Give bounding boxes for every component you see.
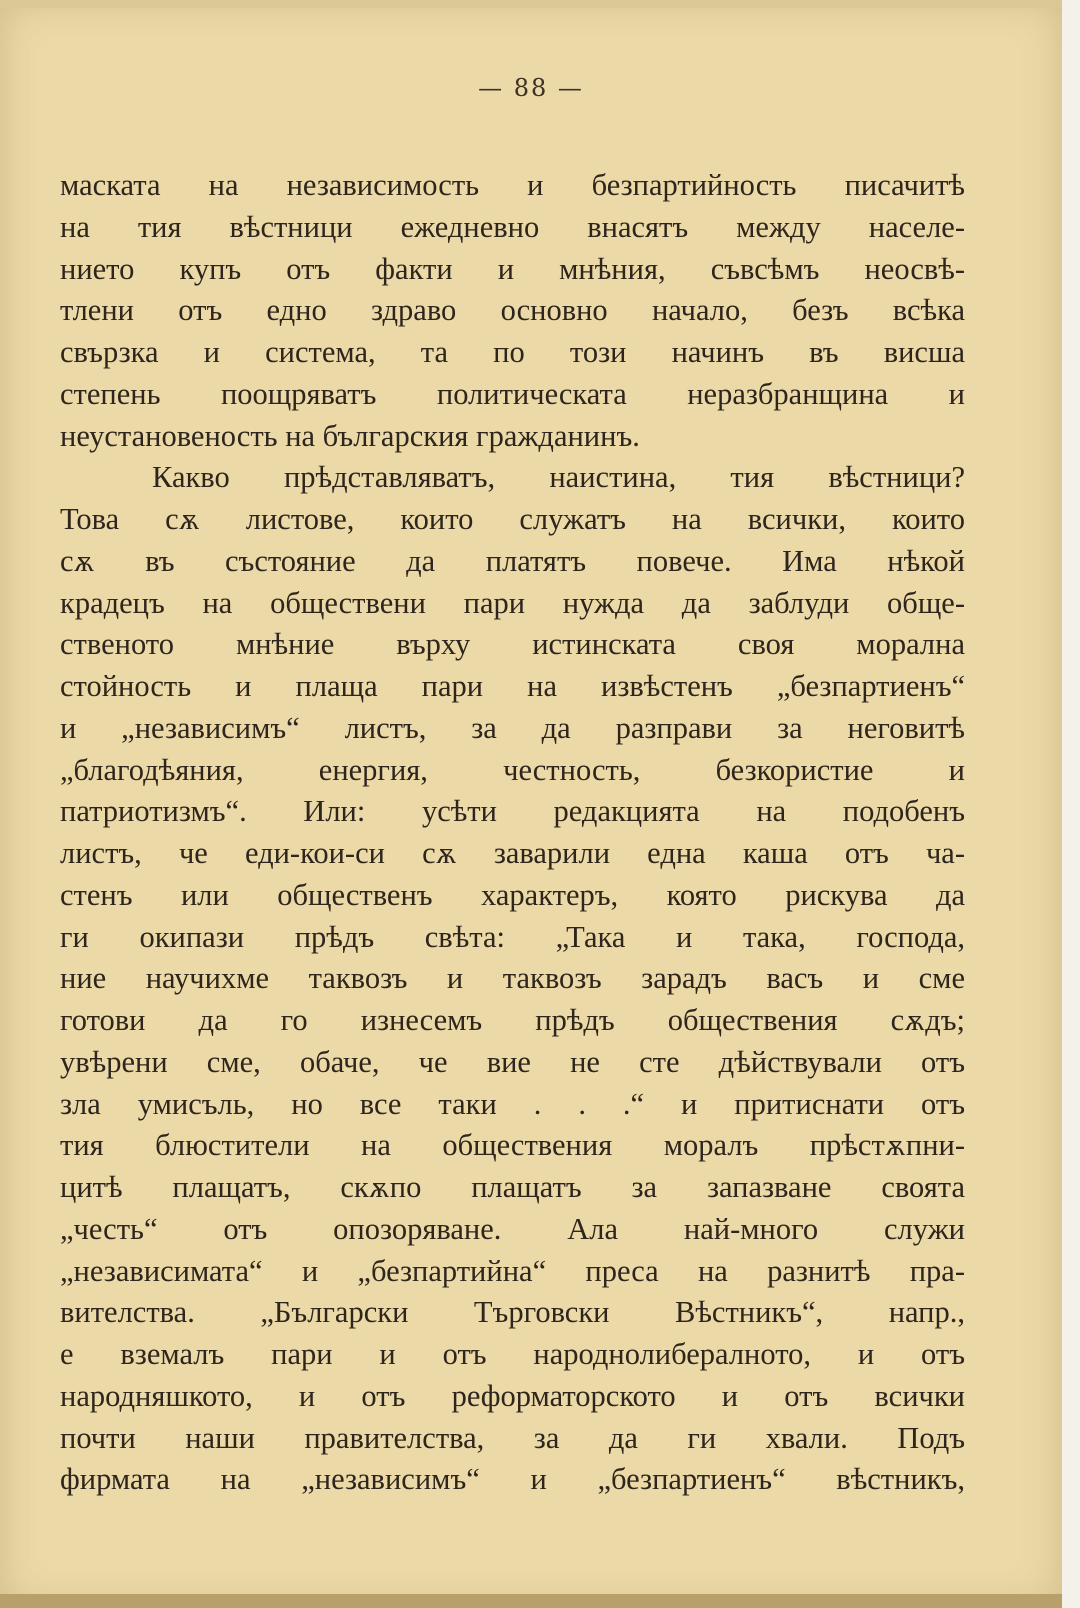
text-line: готови да го изнесемъ прѣдъ обществения сѫдъ; [60, 1003, 965, 1037]
body-text [60, 165, 965, 1501]
text-line: сѫ въ състояние да платятъ повече. Има нѣкой [60, 543, 965, 578]
text-line: „независимата“ и „безпартийна“ преса на разнитѣ пра- [60, 1253, 965, 1288]
text-line: маската на независимость и безпартийность писачитѣ [60, 168, 965, 202]
text-line: тлени отъ едно здраво основно начало, безъ всѣка [60, 293, 965, 328]
text-line: фирмата на „независимъ“ и „безпартиенъ“ вѣстникъ, [60, 1462, 965, 1497]
text-line: зла умисъль, но все таки . . .“ и притиснати отъ [60, 1086, 965, 1121]
text-line: Това сѫ листове, които служатъ на всички, които [60, 502, 965, 536]
text-line: е вземалъ пари и отъ народнолибералното, и отъ [60, 1337, 965, 1371]
text-line: патриотизмъ“. Или: усѣти редакцията на подобенъ [60, 794, 965, 829]
text-line: цитѣ плащатъ, скѫпо плащатъ за запазване своята [60, 1170, 965, 1204]
text-line: листъ, че еди-кои-си сѫ заварили една каша отъ ча- [60, 836, 965, 870]
text-line: ги окипази прѣдъ свѣта: „Така и така, господа, [60, 919, 965, 954]
text-line: почти наши правителства, за да ги хвали. Подъ [60, 1420, 965, 1455]
text-line: неустановеность на българския гражданинъ. [60, 418, 640, 453]
page-top-edge [0, 0, 1062, 8]
text-line: стенъ или общественъ характеръ, която рискува да [60, 877, 965, 912]
text-line: тия блюстители на обществения моралъ прѣстѫпни- [60, 1128, 965, 1163]
scan-margin [1062, 0, 1080, 1608]
text-line: крадецъ на обществени пари нужда да заблуди обще- [60, 585, 965, 620]
text-line: ственото мнѣние върху истинската своя морална [60, 627, 965, 662]
paragraph-first-line: Какво прѣдставляватъ, наистина, тия вѣстници? [152, 460, 965, 495]
text-line: увѣрени сме, обаче, че вие не сте дѣйствували отъ [60, 1044, 965, 1079]
page-number: — 88 — [478, 74, 584, 102]
text-line: ние научихме таквозъ и таквозъ зарадъ васъ и сме [60, 961, 965, 996]
text-line: „благодѣяния, енергия, честность, безкористие и [60, 752, 965, 787]
text-line: и „независимъ“ листъ, за да разправи за неговитѣ [60, 710, 965, 745]
text-line: „честь“ отъ опозоряване. Ала най-много служи [60, 1211, 965, 1246]
text-line: народняшкото, и отъ реформаторското и отъ всички [60, 1378, 965, 1413]
text-line: вителства. „Български Търговски Вѣстникъ“, напр., [60, 1295, 965, 1330]
page-bottom-edge [0, 1594, 1062, 1608]
text-line: стойность и плаща пари на извѣстенъ „безпартиенъ“ [60, 669, 965, 703]
text-line: нието купъ отъ факти и мнѣния, съвсѣмъ неосвѣ- [60, 251, 965, 286]
text-line: на тия вѣстници ежедневно внасятъ между населе- [60, 209, 965, 244]
text-line: свързка и система, та по този начинъ въ висша [60, 335, 965, 369]
text-line: степень поощряватъ политическата неразбранщина и [60, 376, 965, 411]
